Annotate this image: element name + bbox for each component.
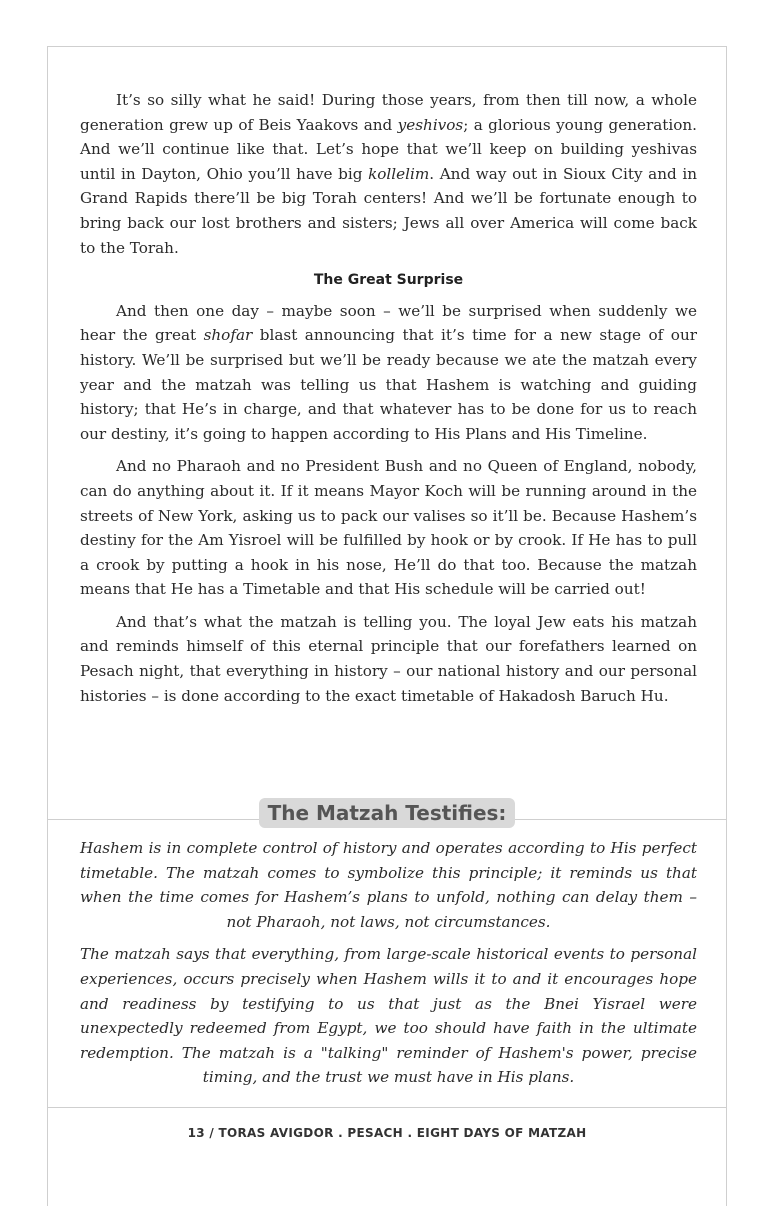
testify-paragraph-2: The matzah says that everything, from large-scale historical events to personal experiences, occurs precisely when Hashem wills it to and it encourages hope and readiness by testifying to us that just as the Bnei Yisrael were unexpectedly redeemed from Egypt, we too should have faith in the ultimate redemption. The matzah is a "talking" reminder of Hashem's power, precise timing, and the trust we must have in His plans.: [80, 945, 697, 1087]
paragraph-3: And no Pharaoh and no President Bush and no Queen of England, nobody, can do anything about it. If it means Mayor Koch will be running around in the streets of New York, asking us to pack our valises so it’ll be. Because Hashem’s destiny for the Am Yisroel will be fulfilled by hook or by crook. If He has to pull a crook by putting a hook in his nose, He’ll do that too. Because the matzah means that He has a Timetable and that His schedule will be carried out!: [80, 457, 697, 599]
testify-title: The Matzah Testifies:: [259, 798, 515, 828]
divider-bottom: [47, 1107, 727, 1108]
section-heading: The Great Surprise: [313, 272, 464, 289]
italic-term: kollelim: [368, 164, 430, 183]
paragraph-4: And that’s what the matzah is telling you. The loyal Jew eats his matzah and reminds himself of this eternal principle that our forefathers learned on Pesach night, that everything in history – our national history and our personal histories – is done according to the exact timetable of Hakadosh Baruch Hu.: [80, 612, 697, 705]
italic-term: yeshivos: [397, 115, 464, 134]
main-text: [80, 88, 697, 716]
italic-term: shofar: [203, 326, 253, 345]
paragraph-1: It’s so silly what he said! During those years, from then till now, a whole generation grew up of Beis Yaakovs and yeshivos; a glorious young generation. And we’ll continue like that. Let’s hope that we’ll keep on building yeshivas until in Dayton, Ohio you’ll have big kollelim. And way out in Sioux City and in Grand Rapids there’ll be big Torah centers! And we’ll be fortunate enough to bring back our lost brothers and sisters; Jews all over America will come back to the Torah.: [80, 91, 697, 257]
paragraph-2: And then one day – maybe soon – we’ll be surprised when suddenly we hear the great shofar blast announcing that it’s time for a new stage of our history. We’ll be surprised but we’ll be ready because we ate the matzah every year and the matzah was telling us that Hashem is watching and guiding history; that He’s in charge, and that whatever has to be done for us to reach our destiny, it’s going to happen according to His Plans and His Timeline.: [80, 301, 697, 443]
testify-box: [80, 836, 697, 1098]
page-footer: 13 / TORAS AVIGDOR . PESACH . EIGHT DAYS OF MATZAH: [187, 1126, 587, 1140]
testify-paragraph-1: Hashem is in complete control of history and operates according to His perfect timetable. The matzah comes to symbolize this principle; it reminds us that when the time comes for Hashem’s plans to unfold, nothing can delay them – not Pharaoh, not laws, not circumstances.: [80, 839, 697, 931]
